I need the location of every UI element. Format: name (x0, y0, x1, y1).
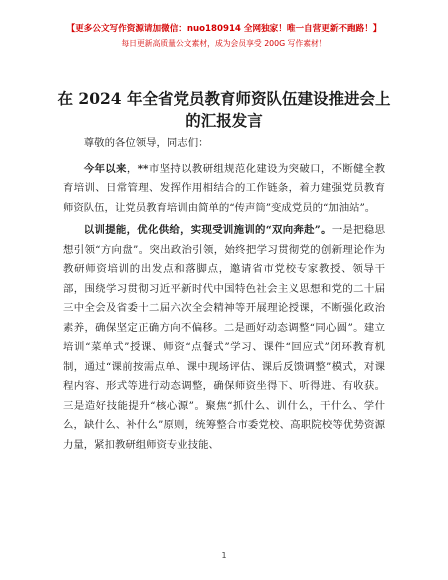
promo-banner (0, 22, 448, 49)
salutation: 尊敬的各位领导，同志们： (83, 137, 209, 149)
document-title-line2: 的汇报发言 (185, 111, 263, 130)
document-title (40, 88, 408, 132)
redacted-city: ** (137, 162, 149, 175)
paragraph-2-text: 一是把稳思想引领“方向盘”。突出政治引领，始终把学习贯彻党的创新理论作为教研师资培训的出发点和落脚点，邀请省市党校专家教授、领导干部，围绕学习贯彻习近平新时代中国特色社会主义思想和党的二十届三中全会及省委十二届六次全会精神等开展理论授课，不断强化政治素养，确保坚定正确方向不偏移。二是画好动态调整“同心圆”。建立培训“菜单式”授课、师资“点餐式”学习、课件“回应式”闭环教育机制，通过“课前按需点单、课中现场评估、课后反馈调整”模式，对课程内容、形式等进行动态调整，确保师资坐得下、听得进、有收获。三是造好技能提升“核心源”。聚焦“抓什么、训什么，干什么、学什么，缺什么、补什么”原则，统筹整合市委党校、高职院校等优势资源力量，紧扣教研组师资专业技能、 (63, 224, 386, 451)
paragraph-1-text: 市坚持以教研组规范化建设为突破口，不断健全教育培训、日常管理、发挥作用相结合的工作链条，着力建强党员教育师资队伍，让党员教育培训由简单的“传声筒”变成党员的“加油站”。 (63, 162, 386, 214)
paragraph-2 (63, 221, 385, 455)
paragraph-2-lead: 以训提能，优化供给，实现受训施训的“双向奔赴”。 (83, 224, 332, 236)
document-title-line1: 在 2024 年全省党员教育师资队伍建设推进会上 (57, 89, 391, 108)
paragraph-1-lead: 今年以来 (83, 162, 127, 175)
promo-banner-line1: 【更多公文写作资源请加微信：nuo180914 全网独家！唯一自营更新不跑路！】 (66, 24, 382, 34)
document-body (63, 134, 385, 458)
page-number: 1 (221, 551, 227, 560)
paragraph-1-comma: ， (126, 162, 138, 175)
paragraph-1 (63, 160, 385, 219)
promo-banner-line2: 每日更新高质量公文素材，成为会员享受 200G 写作素材！ (121, 39, 327, 48)
